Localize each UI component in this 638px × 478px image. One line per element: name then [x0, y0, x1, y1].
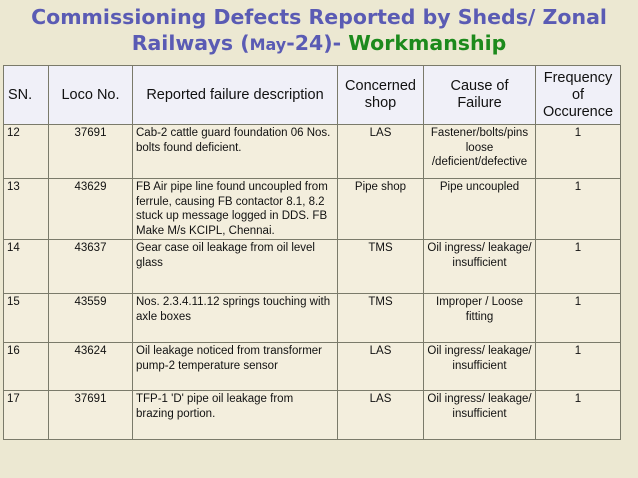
title-line-2-part-1: Railways (	[131, 31, 250, 55]
cell-sn: 12	[4, 125, 49, 179]
header-loco-no: Loco No.	[49, 66, 133, 125]
cell-sn: 17	[4, 391, 49, 440]
cell-shop: TMS	[338, 294, 424, 343]
cell-cause: Oil ingress/ leakage/ insufficient	[424, 391, 536, 440]
cell-shop: LAS	[338, 343, 424, 391]
defects-table	[3, 65, 621, 440]
cell-description: Nos. 2.3.4.11.12 springs touching with axle boxes	[133, 294, 338, 343]
cell-cause: Oil ingress/ leakage/ insufficient	[424, 240, 536, 294]
cell-frequency: 1	[536, 294, 621, 343]
cell-cause: Oil ingress/ leakage/ insufficient	[424, 343, 536, 391]
cell-loco-no: 43629	[49, 179, 133, 240]
table-row	[4, 343, 621, 391]
title-line-2	[0, 30, 638, 58]
cell-frequency: 1	[536, 391, 621, 440]
table-header-row	[4, 66, 621, 125]
cell-loco-no: 43624	[49, 343, 133, 391]
cell-frequency: 1	[536, 343, 621, 391]
cell-sn: 13	[4, 179, 49, 240]
table-row	[4, 294, 621, 343]
cell-description: Oil leakage noticed from transformer pump-2 temperature sensor	[133, 343, 338, 391]
cell-description: TFP-1 'D' pipe oil leakage from brazing portion.	[133, 391, 338, 440]
table-row	[4, 179, 621, 240]
table-row	[4, 391, 621, 440]
cell-sn: 15	[4, 294, 49, 343]
header-concerned-shop: Concerned shop	[338, 66, 424, 125]
cell-shop: TMS	[338, 240, 424, 294]
cell-sn: 14	[4, 240, 49, 294]
table-row	[4, 125, 621, 179]
cell-cause: Pipe uncoupled	[424, 179, 536, 240]
title-line-2-part-2: -24)-	[286, 31, 349, 55]
cell-cause: Improper / Loose fitting	[424, 294, 536, 343]
cell-description: Cab-2 cattle guard foundation 06 Nos. bolts found deficient.	[133, 125, 338, 179]
header-frequency: Frequency of Occurence	[536, 66, 621, 125]
cell-shop: LAS	[338, 125, 424, 179]
title-month: May	[249, 35, 287, 54]
cell-frequency: 1	[536, 179, 621, 240]
cell-description: Gear case oil leakage from oil level glass	[133, 240, 338, 294]
title-highlight: Workmanship	[348, 31, 507, 55]
cell-loco-no: 43559	[49, 294, 133, 343]
header-failure-description: Reported failure description	[133, 66, 338, 125]
cell-loco-no: 43637	[49, 240, 133, 294]
page-title	[0, 0, 638, 62]
title-line-1: Commissioning Defects Reported by Sheds/ Zonal	[31, 5, 607, 29]
cell-cause: Fastener/bolts/pins loose /deficient/defective	[424, 125, 536, 179]
cell-shop: LAS	[338, 391, 424, 440]
cell-loco-no: 37691	[49, 391, 133, 440]
cell-loco-no: 37691	[49, 125, 133, 179]
cell-frequency: 1	[536, 125, 621, 179]
cell-sn: 16	[4, 343, 49, 391]
cell-frequency: 1	[536, 240, 621, 294]
header-cause-of-failure: Cause of Failure	[424, 66, 536, 125]
cell-shop: Pipe shop	[338, 179, 424, 240]
table-row	[4, 240, 621, 294]
header-sn: SN.	[4, 66, 49, 125]
cell-description: FB Air pipe line found uncoupled from ferrule, causing FB contactor 8.1, 8.2 stuck up message logged in DDS. FB Make M/s KCIPL, Chennai.	[133, 179, 338, 240]
